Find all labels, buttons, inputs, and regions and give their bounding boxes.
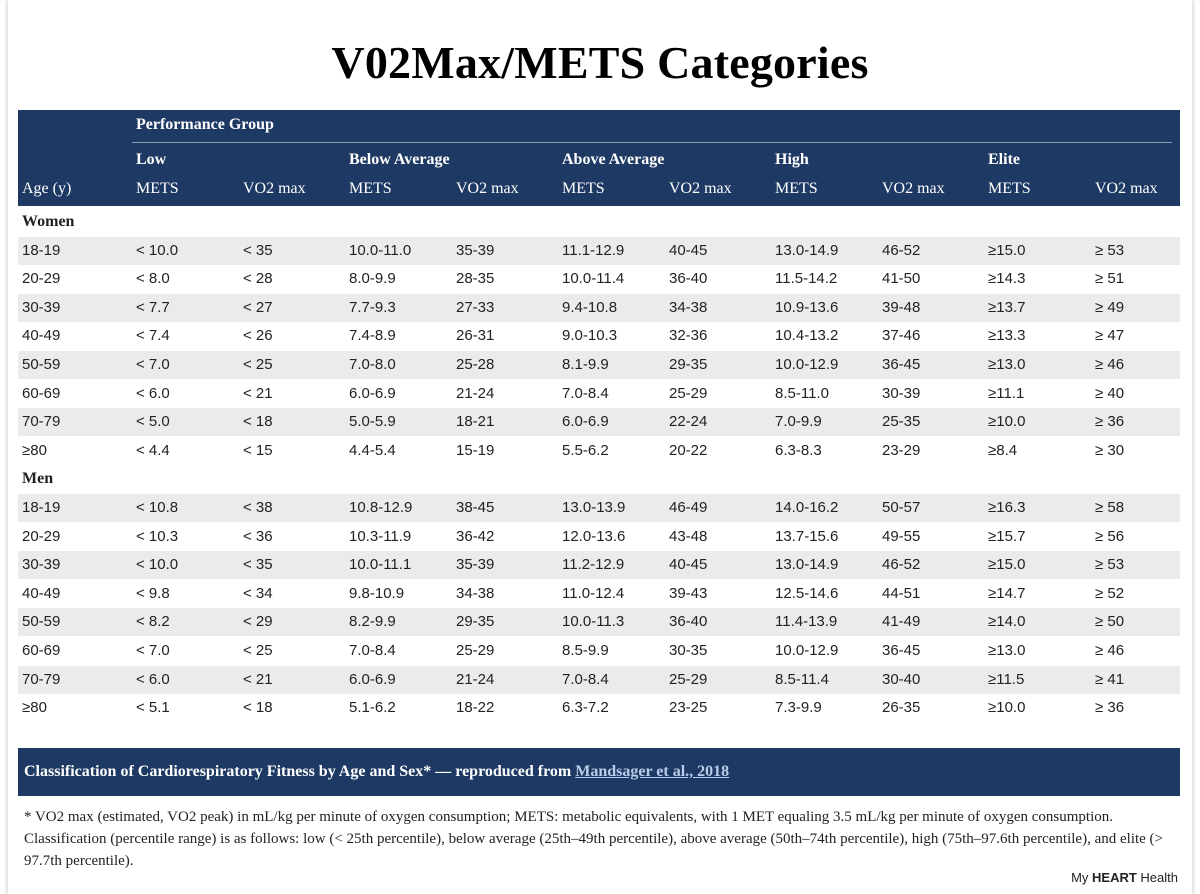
table-row <box>18 580 1180 608</box>
sub-header-above-mets: METS <box>562 180 605 197</box>
cell-high-vo2: 37-46 <box>882 327 921 345</box>
table-row <box>18 551 1180 579</box>
table-row <box>18 523 1180 551</box>
cell-low-vo2: < 21 <box>243 384 273 402</box>
cell-below-vo2: 28-35 <box>456 270 495 288</box>
table-row <box>18 294 1180 322</box>
cell-elite-mets: ≥13.0 <box>988 356 1026 373</box>
cell-low-mets: < 7.7 <box>136 298 170 316</box>
age-column-header: Age (y) <box>22 180 72 197</box>
cell-above-vo2: 25-29 <box>669 384 708 402</box>
cell-high-mets: 10.0-12.9 <box>775 356 839 373</box>
performance-group-label: Performance Group <box>136 116 274 133</box>
cell-elite-mets: ≥10.0 <box>988 413 1026 431</box>
cell-above-vo2: 32-36 <box>669 327 708 345</box>
cell-below-mets: 8.0-9.9 <box>349 270 396 288</box>
cell-below-mets: 6.0-6.9 <box>349 670 396 688</box>
cell-high-mets: 10.4-13.2 <box>775 327 839 345</box>
cell-above-mets: 13.0-13.9 <box>562 499 626 516</box>
cell-below-mets: 7.0-8.4 <box>349 642 396 659</box>
cell-age: 60-69 <box>22 642 61 659</box>
cell-below-vo2: 29-35 <box>456 613 495 631</box>
cell-below-mets: 10.3-11.9 <box>349 527 412 545</box>
cell-age: 30-39 <box>22 556 61 574</box>
cell-elite-mets: ≥14.0 <box>988 613 1026 631</box>
cell-elite-mets: ≥13.0 <box>988 642 1026 659</box>
cell-below-vo2: 15-19 <box>456 441 495 459</box>
brand-bold: HEART <box>1092 870 1137 885</box>
table-header <box>18 110 1180 206</box>
cell-elite-vo2: ≥ 36 <box>1095 699 1125 717</box>
table-row <box>18 694 1180 722</box>
cell-low-mets: < 4.4 <box>136 441 170 459</box>
cell-elite-mets: ≥15.0 <box>988 556 1026 574</box>
cell-above-vo2: 40-45 <box>669 556 708 574</box>
cell-low-mets: < 8.2 <box>136 613 170 631</box>
cell-high-mets: 10.0-12.9 <box>775 642 839 659</box>
cell-below-mets: 6.0-6.9 <box>349 384 396 402</box>
cell-above-mets: 9.4-10.8 <box>562 298 618 316</box>
cell-below-vo2: 35-39 <box>456 556 495 574</box>
cell-below-vo2: 18-22 <box>456 699 495 717</box>
cell-low-vo2: < 26 <box>243 327 273 345</box>
cell-high-vo2: 26-35 <box>882 699 921 717</box>
cell-above-vo2: 34-38 <box>669 298 708 316</box>
sub-header-high-mets: METS <box>775 180 818 197</box>
cell-above-vo2: 29-35 <box>669 356 708 373</box>
cell-below-vo2: 26-31 <box>456 327 495 345</box>
cell-below-vo2: 21-24 <box>456 670 495 688</box>
cell-elite-mets: ≥8.4 <box>988 441 1018 459</box>
cell-elite-vo2: ≥ 53 <box>1095 241 1125 259</box>
cell-low-vo2: < 25 <box>243 356 273 373</box>
cell-low-vo2: < 18 <box>243 699 273 717</box>
cell-above-vo2: 36-40 <box>669 613 708 631</box>
cell-above-vo2: 40-45 <box>669 241 708 259</box>
cell-elite-mets: ≥11.5 <box>988 670 1025 688</box>
section-label-women: Women <box>22 213 75 230</box>
cell-low-vo2: < 35 <box>243 241 273 259</box>
cell-above-vo2: 22-24 <box>669 413 708 431</box>
brand-logo <box>1071 870 1178 885</box>
header-divider <box>132 142 1172 143</box>
cell-elite-vo2: ≥ 52 <box>1095 584 1125 602</box>
cell-elite-vo2: ≥ 40 <box>1095 384 1125 402</box>
table-body <box>18 206 1180 733</box>
cell-high-vo2: 36-45 <box>882 356 921 373</box>
section-label-men: Men <box>22 470 54 488</box>
cell-above-vo2: 46-49 <box>669 499 708 516</box>
cell-low-vo2: < 29 <box>243 613 273 631</box>
cell-low-mets: < 5.1 <box>136 699 170 717</box>
group-above-average: Above Average <box>562 151 665 168</box>
cell-high-vo2: 44-51 <box>882 584 921 602</box>
cell-age: 60-69 <box>22 384 61 402</box>
sub-header-low-mets: METS <box>136 180 179 197</box>
cell-above-mets: 7.0-8.4 <box>562 670 609 688</box>
cell-low-vo2: < 28 <box>243 270 273 288</box>
cell-below-vo2: 25-29 <box>456 642 495 659</box>
cell-high-mets: 6.3-8.3 <box>775 441 822 459</box>
cell-age: 30-39 <box>22 298 61 316</box>
cell-high-mets: 10.9-13.6 <box>775 298 839 316</box>
cell-below-mets: 10.8-12.9 <box>349 499 413 516</box>
sub-header-low-vo2: VO2 max <box>243 180 306 197</box>
cell-high-mets: 13.0-14.9 <box>775 241 839 259</box>
cell-high-mets: 14.0-16.2 <box>775 499 839 516</box>
cell-above-vo2: 30-35 <box>669 642 708 659</box>
sub-header-below-mets: METS <box>349 180 392 197</box>
cell-elite-mets: ≥11.1 <box>988 384 1025 402</box>
caption-band <box>18 748 1180 796</box>
table-row <box>18 265 1180 293</box>
cell-high-mets: 7.3-9.9 <box>775 699 822 717</box>
group-low: Low <box>136 151 167 168</box>
cell-above-vo2: 36-40 <box>669 270 708 288</box>
cell-elite-vo2: ≥ 46 <box>1095 356 1125 373</box>
cell-age: 40-49 <box>22 327 61 345</box>
cell-elite-mets: ≥16.3 <box>988 499 1026 516</box>
cell-below-vo2: 38-45 <box>456 499 495 516</box>
cell-high-vo2: 50-57 <box>882 499 921 516</box>
cell-below-vo2: 36-42 <box>456 527 495 545</box>
cell-below-vo2: 27-33 <box>456 298 495 316</box>
cell-elite-mets: ≥15.7 <box>988 527 1026 545</box>
table-row <box>18 380 1180 408</box>
cell-high-vo2: 23-29 <box>882 441 921 459</box>
cell-below-mets: 10.0-11.1 <box>349 556 412 574</box>
cell-high-vo2: 30-39 <box>882 384 921 402</box>
cell-low-vo2: < 35 <box>243 556 273 574</box>
cell-age: 18-19 <box>22 241 61 259</box>
cell-elite-vo2: ≥ 30 <box>1095 441 1125 459</box>
cell-low-mets: < 5.0 <box>136 413 170 431</box>
cell-low-vo2: < 36 <box>243 527 273 545</box>
cell-elite-vo2: ≥ 51 <box>1095 270 1125 288</box>
cell-low-vo2: < 25 <box>243 642 273 659</box>
cell-elite-mets: ≥13.3 <box>988 327 1026 345</box>
cell-age: 70-79 <box>22 413 61 431</box>
cell-high-mets: 7.0-9.9 <box>775 413 822 431</box>
cell-above-vo2: 25-29 <box>669 670 708 688</box>
table-row <box>18 666 1180 694</box>
group-elite: Elite <box>988 151 1020 168</box>
cell-high-mets: 11.5-14.2 <box>775 270 838 288</box>
cell-above-vo2: 39-43 <box>669 584 708 602</box>
cell-high-vo2: 46-52 <box>882 241 921 259</box>
cell-high-vo2: 36-45 <box>882 642 921 659</box>
sub-header-below-vo2: VO2 max <box>456 180 519 197</box>
cell-high-vo2: 39-48 <box>882 298 921 316</box>
cell-low-mets: < 10.3 <box>136 527 179 545</box>
sub-header-elite-vo2: VO2 max <box>1095 180 1158 197</box>
caption-text: Classification of Cardiorespiratory Fitness by Age and Sex* — reproduced from <box>24 763 576 780</box>
cell-above-mets: 11.0-12.4 <box>562 584 625 602</box>
cell-age: 18-19 <box>22 499 61 516</box>
page-title: V02Max/METS Categories <box>331 37 869 88</box>
cell-high-mets: 8.5-11.4 <box>775 670 829 688</box>
cell-above-mets: 12.0-13.6 <box>562 527 626 545</box>
cell-below-vo2: 21-24 <box>456 384 495 402</box>
cell-elite-vo2: ≥ 53 <box>1095 556 1125 574</box>
cell-below-mets: 5.1-6.2 <box>349 699 396 717</box>
caption <box>24 763 729 781</box>
cell-elite-vo2: ≥ 36 <box>1095 413 1125 431</box>
cell-low-vo2: < 38 <box>243 499 273 516</box>
cell-low-vo2: < 15 <box>243 441 273 459</box>
footnote: * VO2 max (estimated, VO2 peak) in mL/kg per minute of oxygen consumption; METS: metabolic equivalents, with 1 MET equaling 3.5 mL/kg per minute of oxygen consumption. Classification (percentile range) is as follows: low (< 25th percentile), below average (25th–49th percentile), above average (50th–74th percentile), high (75th–97.6th percentile), and elite (> 97.7th percentile). <box>24 809 1164 869</box>
cell-high-mets: 13.0-14.9 <box>775 556 839 574</box>
cell-age: 50-59 <box>22 613 61 631</box>
cell-elite-vo2: ≥ 41 <box>1095 670 1125 688</box>
cell-elite-vo2: ≥ 56 <box>1095 527 1125 545</box>
cell-below-mets: 5.0-5.9 <box>349 413 396 431</box>
cell-below-mets: 8.2-9.9 <box>349 613 396 631</box>
cell-low-mets: < 8.0 <box>136 270 170 288</box>
cell-below-vo2: 25-28 <box>456 356 495 373</box>
cell-above-vo2: 43-48 <box>669 527 708 545</box>
sub-header-above-vo2: VO2 max <box>669 180 732 197</box>
table-row <box>18 637 1180 665</box>
citation-link[interactable]: Mandsager et al., 2018 <box>575 763 730 780</box>
cell-low-mets: < 6.0 <box>136 670 170 688</box>
cell-elite-vo2: ≥ 50 <box>1095 613 1125 631</box>
cell-high-vo2: 30-40 <box>882 670 921 688</box>
table-row <box>18 351 1180 379</box>
cell-high-mets: 11.4-13.9 <box>775 613 838 631</box>
cell-high-vo2: 41-49 <box>882 613 921 631</box>
cell-low-vo2: < 21 <box>243 670 273 688</box>
cell-above-mets: 11.1-12.9 <box>562 241 625 259</box>
cell-low-mets: < 7.4 <box>136 327 170 345</box>
cell-above-mets: 6.0-6.9 <box>562 413 609 431</box>
cell-elite-mets: ≥13.7 <box>988 298 1026 316</box>
table-row <box>18 437 1180 465</box>
cell-age: 20-29 <box>22 270 61 288</box>
table-row <box>18 322 1180 350</box>
cell-low-mets: < 9.8 <box>136 584 170 602</box>
cell-high-mets: 8.5-11.0 <box>775 384 829 402</box>
cell-below-vo2: 18-21 <box>456 413 495 431</box>
cell-above-mets: 10.0-11.3 <box>562 613 625 631</box>
table-row <box>18 408 1180 436</box>
cell-above-mets: 6.3-7.2 <box>562 699 609 717</box>
cell-below-mets: 7.0-8.0 <box>349 356 396 373</box>
page-frame <box>8 0 1192 894</box>
cell-age: ≥80 <box>22 441 47 459</box>
cell-below-mets: 7.4-8.9 <box>349 327 396 345</box>
sub-header-high-vo2: VO2 max <box>882 180 945 197</box>
cell-elite-mets: ≥14.7 <box>988 584 1026 602</box>
cell-age: 70-79 <box>22 670 61 688</box>
cell-below-mets: 9.8-10.9 <box>349 584 405 602</box>
cell-above-mets: 7.0-8.4 <box>562 384 609 402</box>
cell-age: 40-49 <box>22 584 61 602</box>
cell-above-vo2: 20-22 <box>669 441 708 459</box>
group-below-average: Below Average <box>349 151 450 168</box>
cell-low-mets: < 7.0 <box>136 642 170 659</box>
cell-above-mets: 8.1-9.9 <box>562 356 609 373</box>
cell-above-vo2: 23-25 <box>669 699 708 717</box>
cell-low-vo2: < 18 <box>243 413 273 431</box>
cell-elite-vo2: ≥ 47 <box>1095 327 1125 345</box>
brand-suffix: Health <box>1136 870 1178 885</box>
cell-high-vo2: 49-55 <box>882 527 921 545</box>
cell-age: ≥80 <box>22 699 47 717</box>
cell-age: 20-29 <box>22 527 61 545</box>
cell-low-vo2: < 27 <box>243 298 273 316</box>
cell-high-mets: 12.5-14.6 <box>775 584 839 602</box>
cell-elite-mets: ≥10.0 <box>988 699 1026 717</box>
cell-age: 50-59 <box>22 356 61 373</box>
cell-low-mets: < 6.0 <box>136 384 170 402</box>
brand-prefix: My <box>1071 870 1093 885</box>
cell-high-vo2: 25-35 <box>882 413 921 431</box>
sub-header-elite-mets: METS <box>988 180 1031 197</box>
cell-above-mets: 8.5-9.9 <box>562 642 609 659</box>
cell-elite-vo2: ≥ 49 <box>1095 298 1125 316</box>
cell-above-mets: 5.5-6.2 <box>562 441 609 459</box>
cell-high-vo2: 41-50 <box>882 270 921 288</box>
cell-low-mets: < 10.8 <box>136 499 179 516</box>
cell-low-vo2: < 34 <box>243 584 273 602</box>
cell-below-mets: 7.7-9.3 <box>349 298 396 316</box>
cell-below-vo2: 34-38 <box>456 584 495 602</box>
cell-low-mets: < 10.0 <box>136 556 179 574</box>
cell-below-mets: 10.0-11.0 <box>349 241 412 259</box>
cell-above-mets: 9.0-10.3 <box>562 327 618 345</box>
group-high: High <box>775 151 809 168</box>
cell-below-vo2: 35-39 <box>456 241 495 259</box>
cell-elite-mets: ≥14.3 <box>988 270 1026 288</box>
cell-low-mets: < 10.0 <box>136 241 179 259</box>
cell-elite-vo2: ≥ 58 <box>1095 499 1125 516</box>
cell-high-mets: 13.7-15.6 <box>775 527 839 545</box>
cell-above-mets: 10.0-11.4 <box>562 270 625 288</box>
table-row <box>18 494 1180 522</box>
cell-low-mets: < 7.0 <box>136 356 170 373</box>
table-row <box>18 608 1180 636</box>
cell-high-vo2: 46-52 <box>882 556 921 574</box>
cell-above-mets: 11.2-12.9 <box>562 556 625 574</box>
cell-below-mets: 4.4-5.4 <box>349 441 396 459</box>
cell-elite-mets: ≥15.0 <box>988 241 1026 259</box>
table-row <box>18 237 1180 265</box>
cell-elite-vo2: ≥ 46 <box>1095 642 1125 659</box>
